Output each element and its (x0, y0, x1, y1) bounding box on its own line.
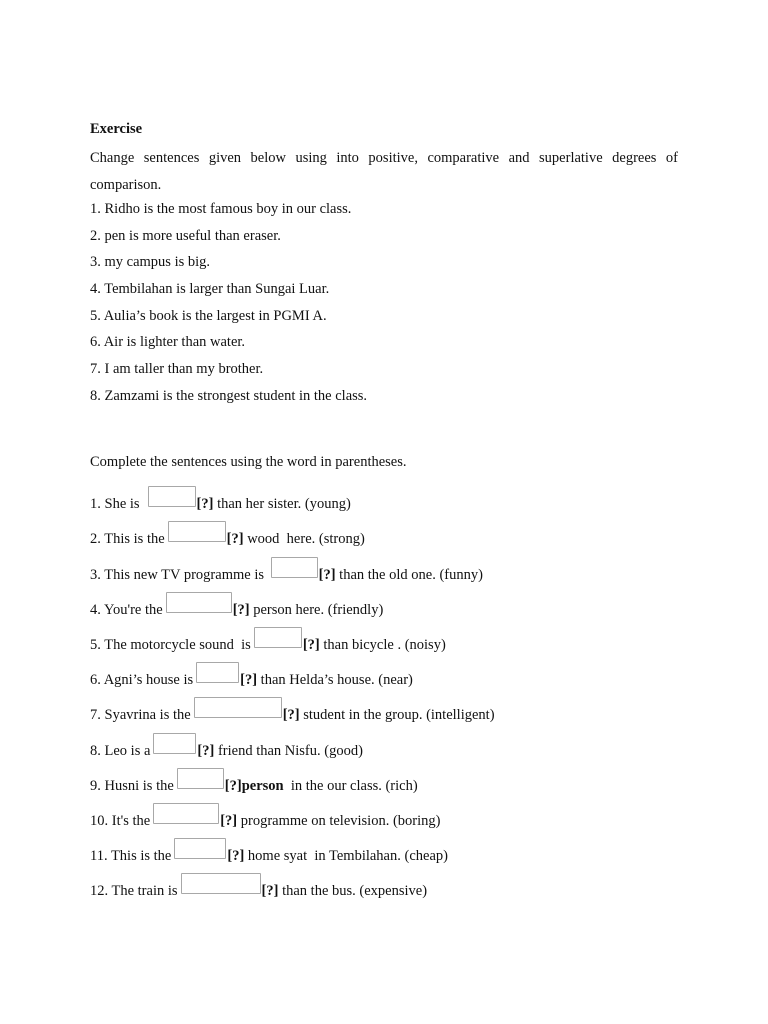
completion-question (90, 514, 495, 549)
exercise-sentence: 4. Tembilahan is larger than Sungai Luar. (90, 281, 330, 298)
question-text: 4. You're the (90, 601, 163, 618)
question-text: 2. This is the (90, 531, 165, 548)
question-text-after: home syat in Tembilahan. (cheap) (244, 848, 448, 865)
answer-blank-input[interactable] (168, 521, 226, 542)
answer-blank-input[interactable] (194, 697, 282, 718)
answer-placeholder: [?] (302, 636, 320, 653)
question-text-after: programme on television. (boring) (237, 812, 441, 829)
question-text: 8. Leo is a (90, 742, 151, 759)
completion-question (90, 831, 495, 866)
exercise-sentence: 5. Aulia’s book is the largest in PGMI A. (90, 307, 327, 324)
question-text: 1. She is (90, 496, 140, 513)
exercise-instruction: Change sentences given below using into positive, comparative and superlative degrees of comparison. (90, 150, 678, 193)
question-text-after: than Helda’s house. (near) (257, 672, 413, 689)
answer-placeholder: [?] (227, 848, 245, 865)
exercise-title: Exercise (90, 121, 143, 137)
completion-instruction: Complete the sentences using the word in parentheses. (90, 454, 407, 470)
exercise-sentence-list (90, 199, 367, 413)
exercise-sentence: 6. Air is lighter than water. (90, 334, 246, 351)
question-text-after: than the old one. (funny) (335, 566, 483, 583)
answer-blank-input[interactable] (177, 768, 224, 789)
answer-placeholder: [?] (261, 883, 279, 900)
answer-placeholder: [?] (282, 707, 300, 724)
answer-placeholder: [?] (220, 812, 238, 829)
answer-blank-input[interactable] (153, 803, 219, 824)
answer-blank-input[interactable] (166, 592, 232, 613)
answer-blank-input[interactable] (196, 662, 239, 683)
question-text-after: in the our class. (rich) (283, 777, 418, 794)
completion-question (90, 585, 495, 620)
question-text-after: than bicycle . (noisy) (319, 636, 446, 653)
question-text: 11. This is the (90, 848, 172, 865)
answer-blank-input[interactable] (271, 557, 318, 578)
completion-question (90, 620, 495, 655)
question-text-after: friend than Nisfu. (good) (214, 742, 363, 759)
answer-blank-input[interactable] (174, 838, 226, 859)
answer-placeholder: [?] (226, 531, 244, 548)
completion-question (90, 761, 495, 796)
exercise-sentence: 2. pen is more useful than eraser. (90, 227, 281, 244)
question-text-after: than her sister. (young) (213, 496, 351, 513)
question-text-after: person here. (friendly) (249, 601, 384, 618)
completion-question (90, 690, 495, 725)
completion-question (90, 725, 495, 760)
exercise-sentence: 1. Ridho is the most famous boy in our class. (90, 201, 352, 217)
completion-question (90, 866, 495, 901)
question-text-after: than the bus. (expensive) (278, 883, 428, 900)
question-text-after: student in the group. (intelligent) (299, 707, 495, 724)
question-text: 12. The train is (90, 883, 178, 900)
answer-placeholder: [?] (197, 742, 215, 759)
answer-blank-input[interactable] (153, 733, 196, 754)
question-text: 6. Agni’s house is (90, 672, 194, 689)
answer-blank-input[interactable] (254, 627, 302, 648)
answer-blank-input[interactable] (148, 486, 196, 507)
completion-question (90, 549, 495, 584)
answer-placeholder: [?] (232, 601, 250, 618)
answer-placeholder: [?]person (224, 777, 284, 794)
completion-question (90, 796, 495, 831)
question-text: 9. Husni is the (90, 777, 174, 794)
question-text-after: wood here. (strong) (243, 531, 365, 548)
question-text: 3. This new TV programme is (90, 566, 268, 583)
answer-placeholder: [?] (240, 672, 258, 689)
exercise-sentence: 3. my campus is big. (90, 254, 211, 271)
question-text: 7. Syavrina is the (90, 707, 191, 724)
exercise-sentence: 8. Zamzami is the strongest student in the class. (90, 387, 368, 404)
answer-placeholder: [?] (318, 566, 336, 583)
answer-blank-input[interactable] (181, 873, 261, 894)
question-text: 10. It's the (90, 812, 151, 829)
completion-question (90, 479, 495, 514)
question-text: 5. The motorcycle sound is (90, 636, 251, 653)
completion-question-list (90, 479, 495, 901)
completion-question (90, 655, 495, 690)
answer-placeholder: [?] (196, 496, 214, 513)
exercise-sentence: 7. I am taller than my brother. (90, 361, 264, 378)
